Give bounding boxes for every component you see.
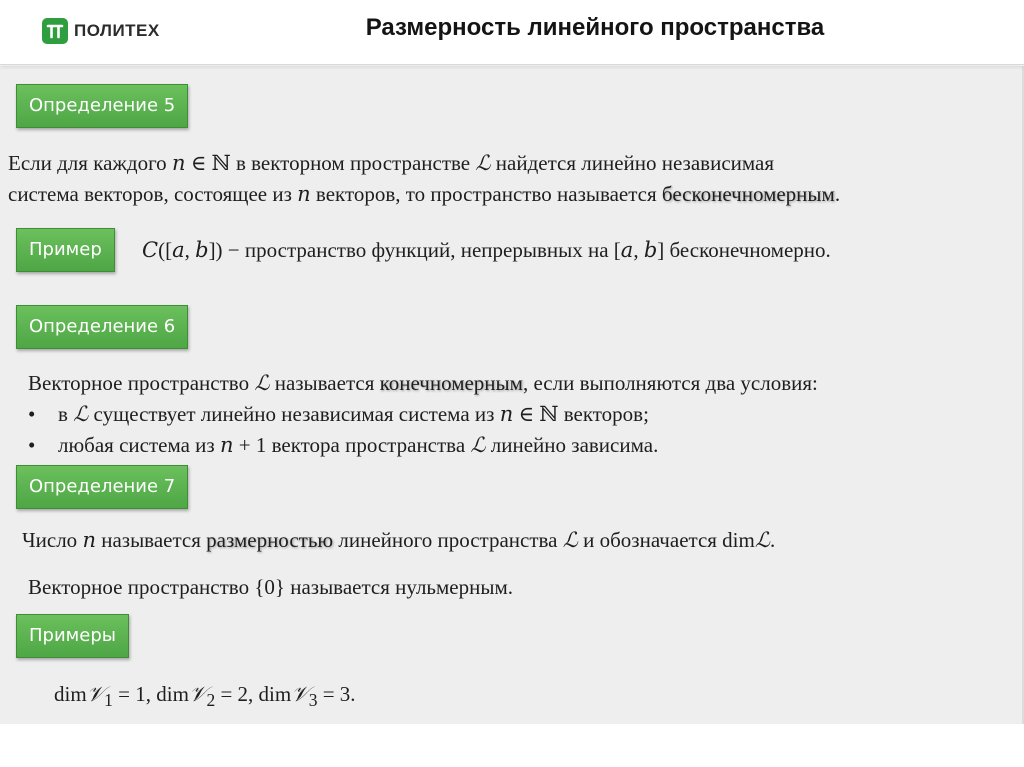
text: , если выполняются два условия: [522, 371, 818, 395]
math-V: 𝒱 [188, 682, 207, 706]
text: Векторное пространство {0} называется нульмерным. [28, 575, 513, 599]
text: dim [54, 682, 87, 706]
math-b: b [195, 238, 209, 262]
math-C: C [142, 238, 159, 262]
math-L: ℒ [254, 371, 270, 395]
text: , [633, 238, 644, 262]
logo-text: ПОЛИТЕХ [74, 21, 160, 40]
slide-header [0, 0, 1024, 65]
text: + 1 вектора пространства [233, 433, 471, 457]
math-n: n [171, 151, 186, 175]
examples-line [54, 679, 356, 716]
math-L: ℒ [754, 528, 770, 552]
bullet: • [28, 402, 36, 426]
definition-6-bullet-2 [28, 430, 658, 461]
text: линейно зависима. [485, 433, 659, 457]
null-space-line [28, 572, 513, 603]
term-infinite-dimensional: бесконечномерным [661, 182, 835, 206]
text: и обозначается dim [577, 528, 755, 552]
term-dimension: размерностью [206, 528, 334, 552]
example-line [142, 235, 831, 266]
text: = 3. [317, 682, 356, 706]
text: в [58, 402, 74, 426]
text: система векторов, состоящее из [8, 182, 298, 206]
subscript: 1 [104, 690, 113, 711]
text: . [769, 528, 776, 552]
text: ] бесконечномерно. [657, 238, 831, 262]
math-V: 𝒱 [86, 682, 105, 706]
text: линейного пространства [333, 528, 563, 552]
subscript: 3 [308, 690, 318, 711]
text: найдется линейно независимая [490, 151, 775, 175]
definition-6-bullet-1 [28, 399, 649, 430]
definition-7-line [22, 525, 775, 556]
subscript: 2 [206, 690, 216, 711]
text: = 2, dim [215, 682, 292, 706]
page-title: Размерность линейного пространства [365, 14, 825, 41]
slide-footer [0, 724, 1024, 767]
bullet: • [28, 433, 36, 457]
math-V: 𝒱 [291, 682, 309, 706]
math-L: ℒ [475, 151, 491, 175]
text: Число [22, 528, 83, 552]
math-L: ℒ [470, 433, 486, 457]
definition-5-line-1 [8, 148, 774, 179]
text: , [184, 238, 196, 262]
math-a: a [172, 238, 185, 262]
text: называется [269, 371, 380, 395]
math-b: b [643, 238, 658, 262]
math-n: n [499, 402, 514, 426]
text: называется [95, 528, 207, 552]
definition-7-badge: Определение 7 [16, 465, 188, 509]
text: любая система из [58, 433, 220, 457]
definition-5-line-2 [8, 179, 840, 210]
text: Если для каждого [8, 151, 172, 175]
math-a: a [620, 238, 634, 262]
text: ∈ ℕ в векторном пространстве [185, 151, 476, 175]
pi-logo-icon [42, 18, 68, 44]
example-badge: Пример [16, 228, 115, 272]
definition-6-badge: Определение 6 [16, 305, 188, 349]
pi-glyph-icon [46, 22, 64, 40]
math-n: n [219, 433, 234, 457]
politech-logo [42, 18, 160, 44]
math-L: ℒ [73, 402, 89, 426]
text: существует линейно независимая система из [88, 402, 500, 426]
text: ∈ ℕ векторов; [513, 402, 649, 426]
math-L: ℒ [562, 528, 578, 552]
text: Векторное пространство [28, 371, 255, 395]
definition-5-badge: Определение 5 [16, 84, 188, 128]
term-finite-dimensional: конечномерным [379, 371, 523, 395]
examples-badge: Примеры [16, 614, 129, 658]
text: ([ [158, 238, 173, 262]
text: ]) − пространство функций, непрерывных на [ [208, 238, 621, 262]
definition-6-intro [28, 368, 818, 399]
math-n: n [82, 528, 96, 552]
text: . [834, 182, 841, 206]
text: = 1, dim [112, 682, 189, 706]
text: векторов, то пространство называется [310, 182, 662, 206]
math-n: n [297, 182, 311, 206]
